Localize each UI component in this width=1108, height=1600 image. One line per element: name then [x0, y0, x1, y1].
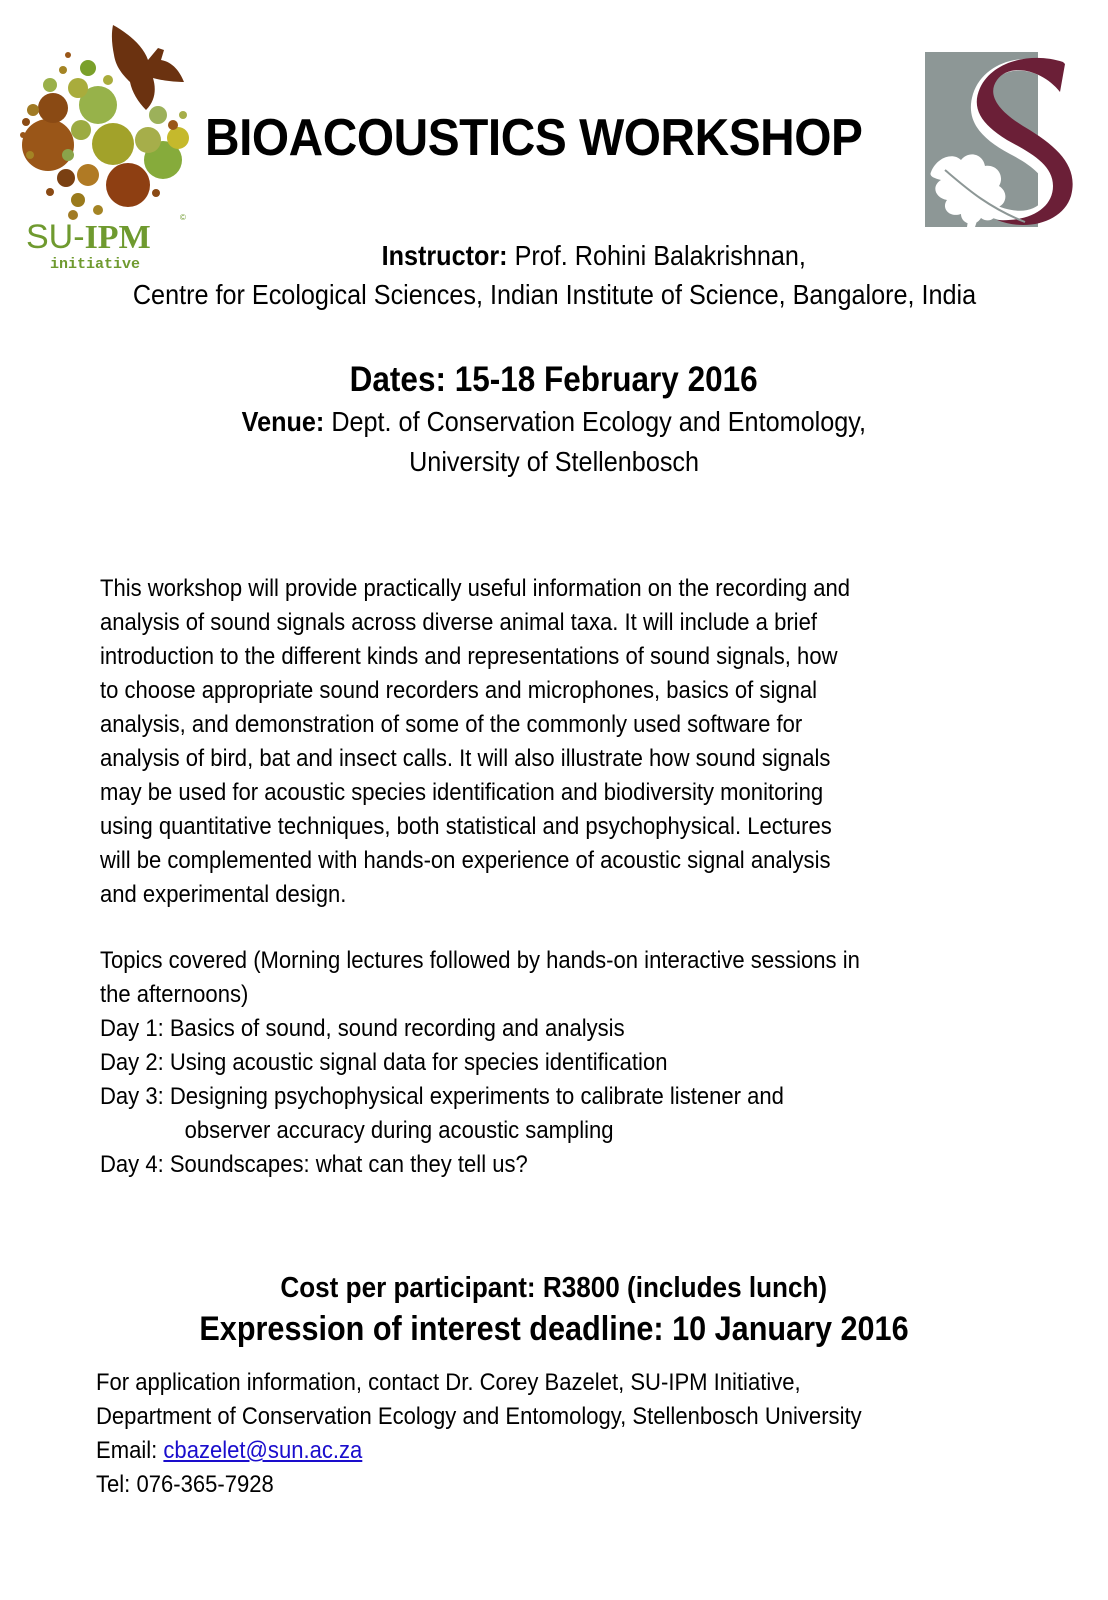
- description-line: introduction to the different kinds and representations of sound signals, how: [100, 643, 838, 670]
- contact-line-2: Department of Conservation Ecology and Entomology, Stellenbosch University: [96, 1403, 862, 1430]
- email-link[interactable]: cbazelet@sun.ac.za: [163, 1437, 363, 1464]
- venue-line-1: [0, 406, 1108, 438]
- su-ipm-logo-text: SU-IPM: [26, 218, 151, 256]
- description-line: analysis of sound signals across diverse animal taxa. It will include a brief: [100, 609, 817, 636]
- instructor-affiliation: Centre for Ecological Sciences, Indian Institute of Science, Bangalore, India: [132, 279, 976, 310]
- topic-day-3-cont: observer accuracy during acoustic sampling: [184, 1117, 614, 1144]
- topics-section: [100, 944, 1030, 1182]
- description-line: using quantitative techniques, both statistical and psychophysical. Lectures: [100, 813, 832, 840]
- interest-deadline: Expression of interest deadline: 10 January 2016: [199, 1310, 909, 1348]
- venue-label: Venue:: [241, 406, 325, 437]
- page-title: BIOACOUSTICS WORKSHOP: [205, 109, 863, 167]
- contact-line-1: For application information, contact Dr. Corey Bazelet, SU-IPM Initiative,: [96, 1369, 801, 1396]
- moth-icon: [112, 25, 184, 110]
- instructor-name: Prof. Rohini Balakrishnan,: [507, 240, 807, 271]
- topics-intro-cont: the afternoons): [100, 981, 249, 1008]
- venue-line-2: University of Stellenbosch: [409, 446, 699, 477]
- topic-day-1: Day 1: Basics of sound, sound recording and analysis: [100, 1015, 625, 1042]
- workshop-description: [100, 572, 1030, 912]
- description-line: This workshop will provide practically useful information on the recording and: [100, 575, 851, 602]
- description-line: may be used for acoustic species identification and biodiversity monitoring: [100, 779, 824, 806]
- telephone: Tel: 076-365-7928: [96, 1471, 274, 1498]
- description-line: and experimental design.: [100, 881, 347, 908]
- topic-day-2: Day 2: Using acoustic signal data for species identification: [100, 1049, 668, 1076]
- event-dates: Dates: 15-18 February 2016: [350, 360, 758, 399]
- email-line: [96, 1434, 960, 1468]
- contact-info: [96, 1366, 1056, 1502]
- cost-per-participant: Cost per participant: R3800 (includes lunch): [280, 1272, 828, 1304]
- su-ipm-logo: [8, 10, 193, 270]
- venue-name: Dept. of Conservation Ecology and Entomology,: [324, 406, 867, 437]
- description-line: analysis of bird, bat and insect calls. It will also illustrate how sound signals: [100, 745, 831, 772]
- description-line: will be complemented with hands-on experience of acoustic signal analysis: [100, 847, 831, 874]
- topics-intro: Topics covered (Morning lectures followed by hands-on interactive sessions in: [100, 947, 860, 974]
- description-line: to choose appropriate sound recorders and microphones, basics of signal: [100, 677, 818, 704]
- email-label: Email:: [96, 1437, 164, 1464]
- stellenbosch-s-oak-leaf-icon: [925, 52, 1080, 227]
- topic-day-4: Day 4: Soundscapes: what can they tell us?: [100, 1151, 528, 1178]
- stellenbosch-university-logo: [925, 52, 1080, 227]
- instructor-label: Instructor:: [381, 240, 508, 271]
- instructor-line: [0, 240, 1108, 272]
- topic-day-3: Day 3: Designing psychophysical experiments to calibrate listener and: [100, 1083, 784, 1110]
- su-ipm-bubbles-moth-icon: [8, 10, 193, 270]
- svg-text:©: ©: [180, 213, 186, 222]
- description-line: analysis, and demonstration of some of the commonly used software for: [100, 711, 803, 738]
- svg-text:initiative: initiative: [50, 256, 141, 270]
